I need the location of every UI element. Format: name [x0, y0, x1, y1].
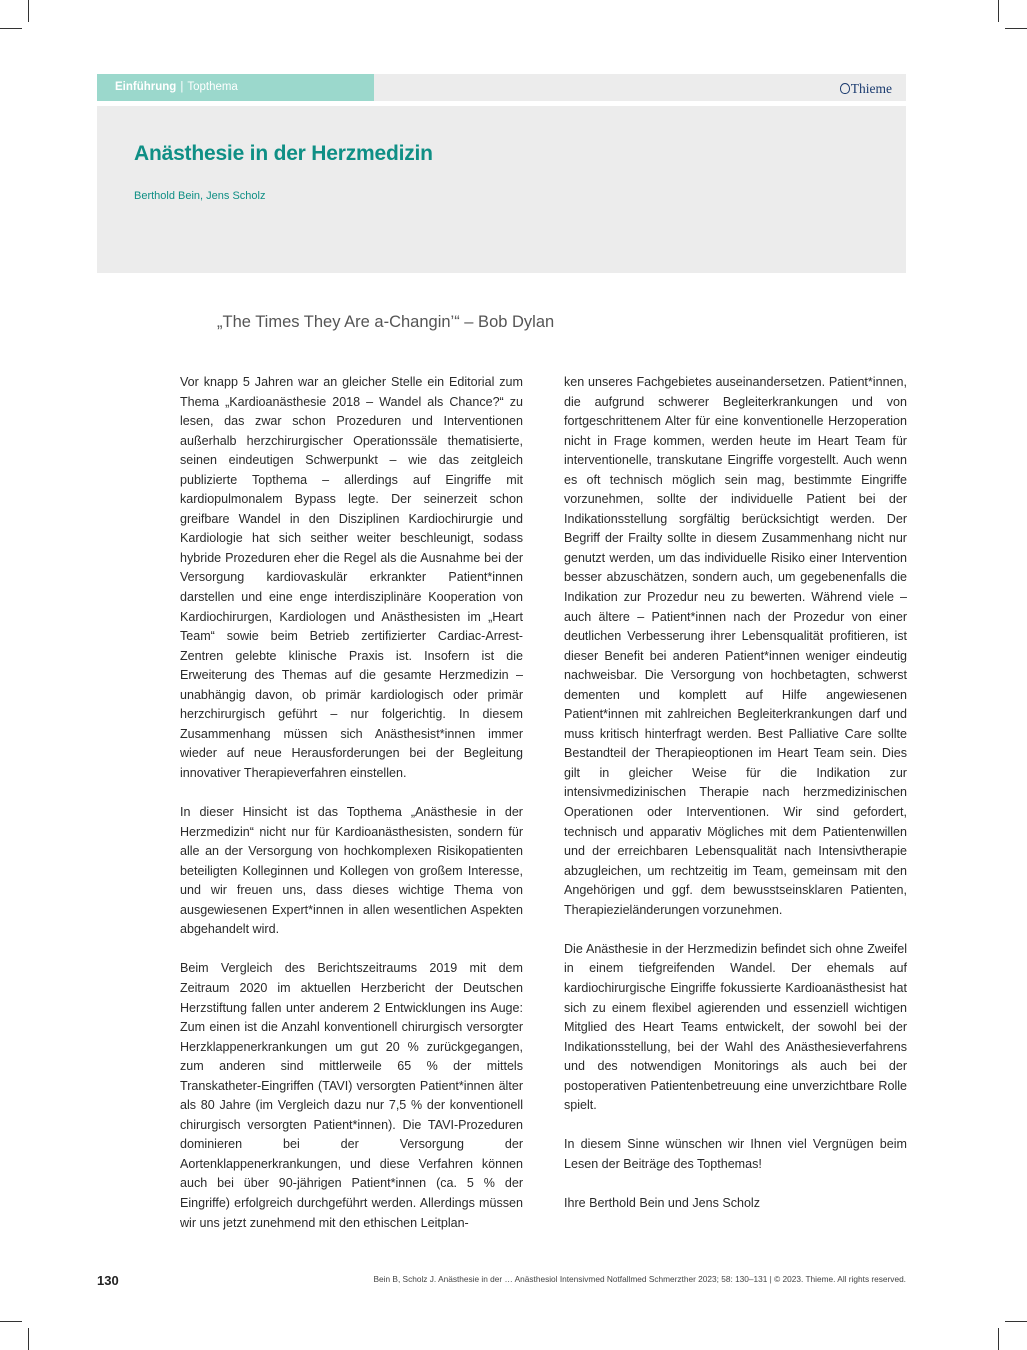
signature: Ihre Berthold Bein und Jens Scholz — [564, 1195, 760, 1210]
paragraph: In diesem Sinne wünschen wir Ihnen viel Vergnügen beim Lesen der Beiträge des Topthemas! — [564, 1137, 907, 1171]
crop-mark — [998, 1328, 999, 1350]
thieme-emblem-icon — [840, 83, 850, 94]
crop-mark — [28, 1328, 29, 1350]
body-column-right — [564, 373, 907, 1233]
publisher-logo — [840, 74, 892, 101]
article-title: Anästhesie in der Herzmedizin — [134, 142, 433, 165]
section-bar — [97, 74, 906, 101]
article-authors: Berthold Bein, Jens Scholz — [134, 190, 266, 202]
publisher-name: Thieme — [850, 81, 892, 96]
citation-footer: Bein B, Scholz J. Anästhesie in der … Anästhesiol Intensivmed Notfallmed Schmerzther 2023; 58: 130–131 | © 2023. Thieme. All rights reserved. — [373, 1274, 906, 1284]
paragraph: Vor knapp 5 Jahren war an gleicher Stelle ein Editorial zum Thema „Kardioanästhesie 2018 – Wandel als Chance?“ zu lesen, das zwar schon Prozeduren und Interventionen außerhalb herzchirurgischer Operationssäle thematisierte, seinen eindeutigen Schwerpunkt – wie das zeitgleich publizierte Topthema – allerdings auf Eingriffe mit kardiopulmonalem Bypass legte. Der seinerzeit schon greifbare Wandel in den Disziplinen Kardiochirurgie und Kardiologie hat sich seither weiter beschleunigt, sodass hybride Prozeduren eher die Regel als die Ausnahme bei der Versorgung kardiovaskulär erkrankter Patient*innen darstellen und eine enge interdisziplinäre Kooperation von Kardiochirurgen, Kardiologen und Anästhesisten im „Heart Team“ sowie beim Betrieb zertifizierter Cardiac-Arrest-Zentren gelebte klinische Praxis ist. Insofern ist die Erweiterung des Themas auf die gesamte Herzmedizin – unabhängig davon, ob primär kardiologisch oder primär herzchirurgisch geführt – nur folgerichtig. In diesem Zusammenhang müssen sich Anästhesist*innen immer wieder auf neue Herausforderungen bei der Begleitung innovativer Therapieverfahren einstellen. — [180, 375, 523, 780]
crop-mark — [1005, 1321, 1027, 1322]
paragraph: Beim Vergleich des Berichtszeitraums 2019 mit dem Zeitraum 2020 im aktuellen Herzbericht der Deutschen Herzstiftung fallen unter anderem 2 Entwicklungen ins Auge: Zum einen ist die Anzahl konventionell chirurgisch versorgter Herzklappenerkrankungen um gut 20 % zurückgegangen, zum anderen sind mittlerweile 65 % der mittels Transkatheter-Eingriffen (TAVI) versorgten Patient*innen älter als 80 Jahre (im Vergleich dazu nur 7,5 % der konventionell chirurgisch versorgten Patient*innen). Die TAVI-Prozeduren dominieren bei der Versorgung der Aortenklappenerkrankungen, und diese Verfahren können auch bei über 90-jährigen Patient*innen (ca. 5 % der Eingriffe) erfolgreich durchgeführt werden. Allerdings müssen wir uns jetzt zunehmend mit den ethischen Leitplan- — [180, 961, 523, 1230]
epigraph-quote: „The Times They Are a-Changin’“ – Bob Dylan — [217, 313, 555, 331]
paragraph: In dieser Hinsicht ist das Topthema „Anästhesie in der Herzmedizin“ nicht nur für Kardioanästhesisten, sondern für alle an der Versorgung von hochkomplexen Risikopatienten beteiligten Kolleginnen und Kollegen von großem Interesse, und wir freuen uns, dass dieses wichtige Thema von ausgewiesenen Expert*innen in allen wesentlichen Aspekten abgehandelt wird. — [180, 805, 523, 937]
body-column-left — [180, 373, 523, 1253]
paragraph: ken unseres Fachgebietes auseinandersetzen. Patient*innen, die aufgrund schwerer Begleiterkrankungen und von fortgeschrittenem Alter für eine konventionelle Herzoperation nicht in Frage kommen, werden heute im Heart Team für interventionelle, transkutane Eingriffe vorgestellt. Auch wenn es oft technisch möglich sein mag, bestimmte Eingriffe vorzunehmen, sollte der individuelle Patient bei der Indikationsstellung sorgfältig berücksichtigt werden. Der Begriff der Frailty sollte in diesem Zusammenhang nicht nur genutzt werden, um das individuelle Risiko einer Intervention besser abzuschätzen, sondern auch, um gegebenenfalls die Indikation zur Prozedur neu zu bewerten. Während viele – auch ältere – Patient*innen nach der Prozedur von einer deutlichen Verbesserung ihrer Lebensqualität profitieren, ist dieser Benefit bei anderen Patient*innen weniger eindeutig nachweisbar. Die Versorgung von hochbetagten, schwerst dementen und komplett auf Hilfe angewiesenen Patient*innen mit zahlreichen Begleiterkrankungen darf und muss kritisch hinterfragt werden. Best Palliative Care sollte Bestandteil der Therapieoptionen im Heart Team sein. Dies gilt in gleicher Weise für die Indikation zur intensivmedizinischen Therapie nach herzmedizinischen Operationen oder Interventionen. Wir sind gefordert, technisch und apparativ Mögliches mit dem Patientenwillen und der erreichbaren Lebensqualität nach Intensivtherapie abzugleichen, um rechtzeitig im Team, gemeinsam mit den Angehörigen und ggf. dem bewusstseinsklaren Patienten, Therapiezieländerungen vorzunehmen. — [564, 375, 907, 917]
subsection-label: Topthema — [187, 81, 238, 93]
crop-mark — [998, 0, 999, 22]
crop-mark — [0, 28, 22, 29]
crop-mark — [0, 1321, 22, 1322]
section-tag — [97, 74, 374, 101]
crop-mark — [28, 0, 29, 22]
section-separator: | — [180, 81, 184, 93]
section-label: Einführung — [115, 81, 177, 93]
page-number: 130 — [97, 1273, 119, 1288]
article-header — [97, 106, 906, 273]
paragraph: Die Anästhesie in der Herzmedizin befindet sich ohne Zweifel in einem tiefgreifenden Wandel. Der ehemals auf kardiochirurgische Eingriffe fokussierte Kardioanästhesist hat sich zu einem flexibel agierenden und essenziell wichtigen Mitglied des Heart Teams entwickelt, der sowohl bei der Indikationsstellung, bei der Wahl des Anästhesieverfahrens und des notwendigen Monitorings als auch bei der postoperativen Patientenbetreuung eine unverzichtbare Rolle spielt. — [564, 941, 907, 1113]
crop-mark — [1005, 28, 1027, 29]
